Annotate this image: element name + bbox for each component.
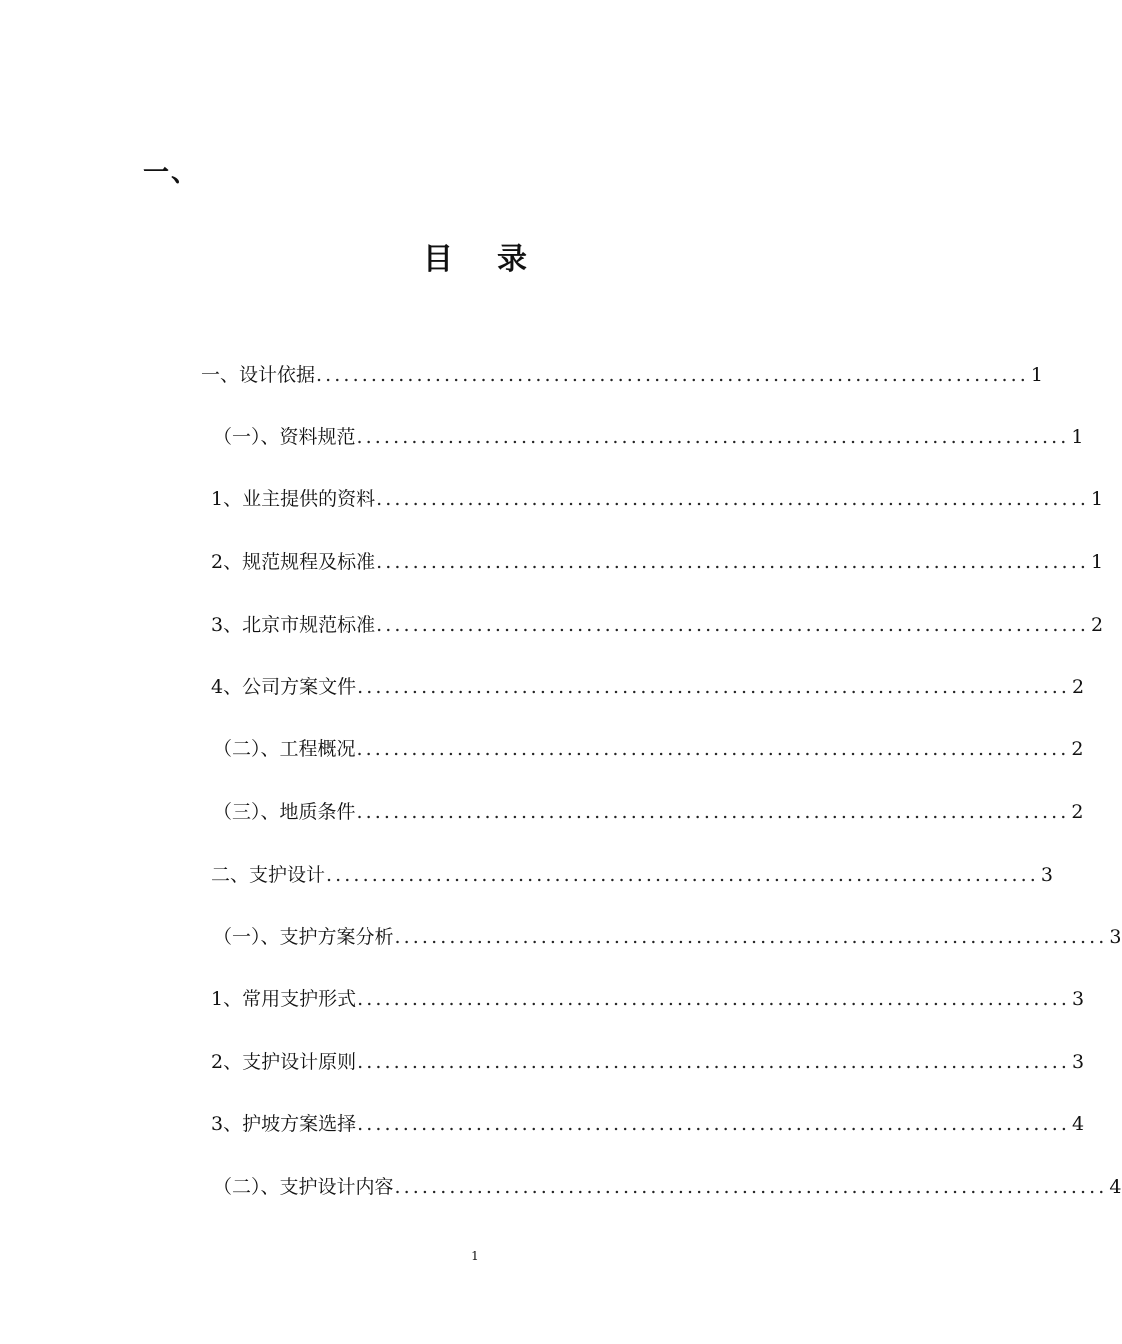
toc-entry-page: 1	[1030, 364, 1043, 386]
toc-entry[interactable]	[213, 422, 1084, 452]
toc-entry-page: 3	[1071, 1051, 1085, 1073]
toc-entry-text: 二、支护设计	[211, 864, 326, 886]
toc-entry-text: 1、业主提供的资料	[211, 488, 376, 510]
toc-entry-text: 3、护坡方案选择	[211, 1113, 357, 1135]
toc-entry-page: 1	[1090, 488, 1104, 510]
toc-leader-dots: ..............................................................................	[357, 1113, 1070, 1135]
toc-entry[interactable]	[211, 1109, 1085, 1139]
toc-entry[interactable]	[211, 484, 1104, 514]
toc-entry-text: 3、北京市规范标准	[211, 614, 376, 636]
toc-leader-dots: ..............................................................................	[356, 738, 1070, 760]
toc-entry-page: 2	[1090, 614, 1104, 636]
toc-entry[interactable]	[213, 734, 1084, 764]
footer-page-number: 1	[471, 1249, 479, 1263]
toc-entry-text: （二）、工程概况	[213, 738, 356, 760]
toc-entry[interactable]	[211, 1047, 1085, 1077]
toc-entry-page: 3	[1071, 988, 1085, 1010]
toc-entry-text: 2、规范规程及标准	[211, 551, 376, 573]
toc-leader-dots: ..............................................................................	[326, 864, 1039, 886]
toc-leader-dots: ..............................................................................	[357, 676, 1070, 698]
toc-leader-dots: ..............................................................................	[394, 926, 1108, 948]
toc-entry[interactable]	[213, 922, 1122, 952]
toc-entry-text: 2、支护设计原则	[211, 1051, 357, 1073]
toc-entry-text: 1、常用支护形式	[211, 988, 357, 1010]
toc-entry-page: 4	[1109, 1176, 1122, 1198]
toc-entry-page: 2	[1071, 676, 1085, 698]
toc-leader-dots: ..............................................................................	[316, 364, 1029, 386]
toc-entry-text: 一、设计依据	[201, 364, 316, 386]
toc-entry-page: 4	[1071, 1113, 1085, 1135]
toc-entry[interactable]	[211, 860, 1053, 890]
toc-entry-text: 4、公司方案文件	[211, 676, 357, 698]
toc-entry[interactable]	[211, 984, 1085, 1014]
toc-entry-page: 1	[1090, 551, 1104, 573]
toc-entry-page: 3	[1109, 926, 1122, 948]
toc-entry-page: 1	[1071, 426, 1084, 448]
toc-leader-dots: ..............................................................................	[376, 551, 1089, 573]
toc-entry-text: （一）、资料规范	[213, 426, 356, 448]
toc-leader-dots: ..............................................................................	[356, 426, 1070, 448]
toc-leader-dots: ..............................................................................	[357, 988, 1070, 1010]
toc-entry[interactable]	[211, 547, 1104, 577]
toc-entry-text: （二）、支护设计内容	[213, 1176, 394, 1198]
toc-entry[interactable]	[211, 610, 1104, 640]
toc-entry[interactable]	[201, 360, 1043, 390]
section-heading-mark: 一、	[143, 158, 200, 188]
toc-entry-page: 3	[1040, 864, 1053, 886]
toc-title-char-2: 录	[497, 242, 527, 277]
toc-title-char-1: 目	[423, 242, 453, 277]
toc-leader-dots: ..............................................................................	[356, 801, 1070, 823]
toc-entry[interactable]	[213, 1172, 1122, 1202]
toc-entry-page: 2	[1071, 801, 1084, 823]
toc-entry[interactable]	[213, 797, 1084, 827]
toc-leader-dots: ..............................................................................	[357, 1051, 1070, 1073]
toc-entry-text: （一）、支护方案分析	[213, 926, 394, 948]
toc-leader-dots: ..............................................................................	[376, 614, 1089, 636]
toc-entry-page: 2	[1071, 738, 1084, 760]
toc-leader-dots: ..............................................................................	[376, 488, 1089, 510]
toc-title	[0, 240, 950, 280]
toc-entry[interactable]	[211, 672, 1085, 702]
toc-leader-dots: ..............................................................................	[394, 1176, 1108, 1198]
toc-entry-text: （三）、地质条件	[213, 801, 356, 823]
